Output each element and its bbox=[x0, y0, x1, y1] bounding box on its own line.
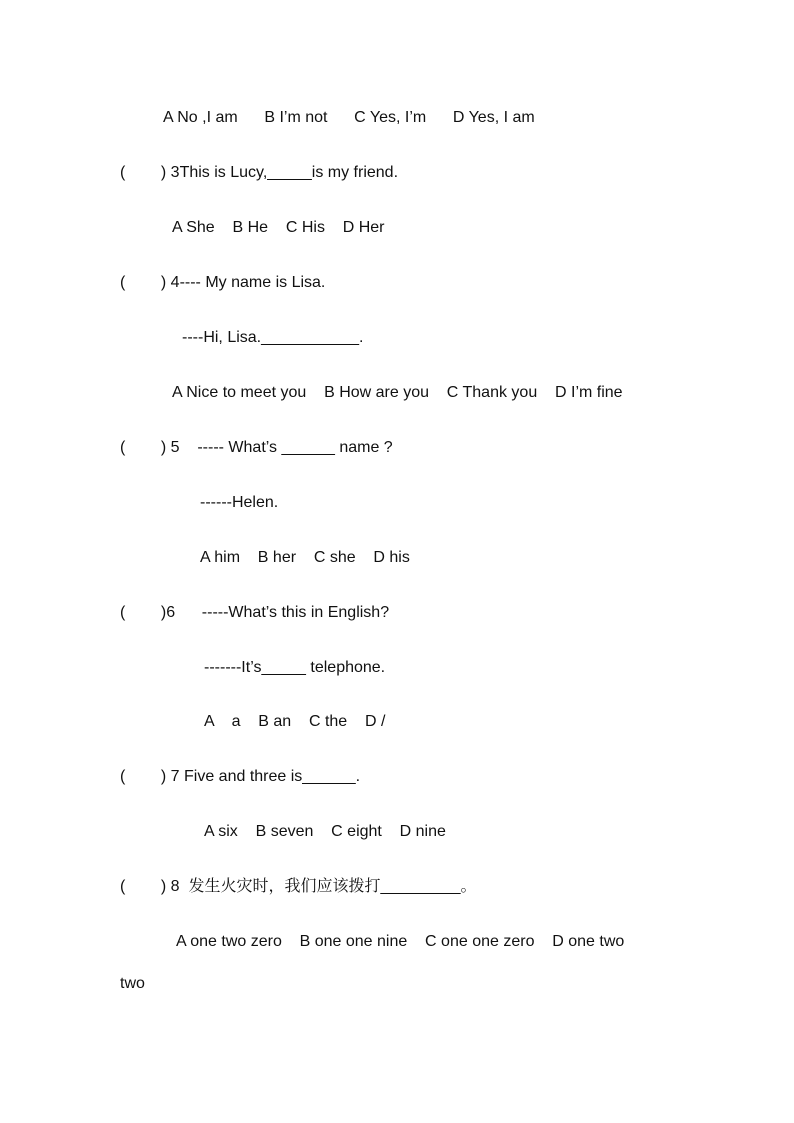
question-5-stem: ( ) 5 ----- What’s ______ name ? bbox=[120, 439, 393, 456]
question-5-options: A him B her C she D his bbox=[200, 549, 410, 566]
question-8-stem: ( ) 8 发生火灾时，我们应该拨打_________。 bbox=[120, 878, 477, 895]
question-3-options: A She B He C His D Her bbox=[172, 219, 385, 236]
question-8-options: A one two zero B one one nine C one one zero D one two bbox=[176, 933, 625, 950]
question-5-reply: ------Helen. bbox=[200, 494, 279, 511]
question-4-reply: ----Hi, Lisa.___________. bbox=[182, 329, 364, 346]
question-7-options: A six B seven C eight D nine bbox=[204, 823, 446, 840]
question-7-stem: ( ) 7 Five and three is______. bbox=[120, 768, 361, 785]
question-6-options: A a B an C the D / bbox=[204, 713, 386, 730]
question-2-options: A No ,I am B I’m not C Yes, I’m D Yes, I am bbox=[163, 109, 535, 126]
question-4-stem: ( ) 4---- My name is Lisa. bbox=[120, 274, 326, 291]
question-8-options-continued: two bbox=[120, 975, 145, 992]
question-6-stem: ( )6 -----What’s this in English? bbox=[120, 604, 390, 621]
question-4-options: A Nice to meet you B How are you C Thank you D I’m fine bbox=[172, 384, 623, 401]
question-6-reply: -------It’s_____ telephone. bbox=[204, 659, 386, 676]
question-3-stem: ( ) 3This is Lucy,_____is my friend. bbox=[120, 164, 399, 181]
